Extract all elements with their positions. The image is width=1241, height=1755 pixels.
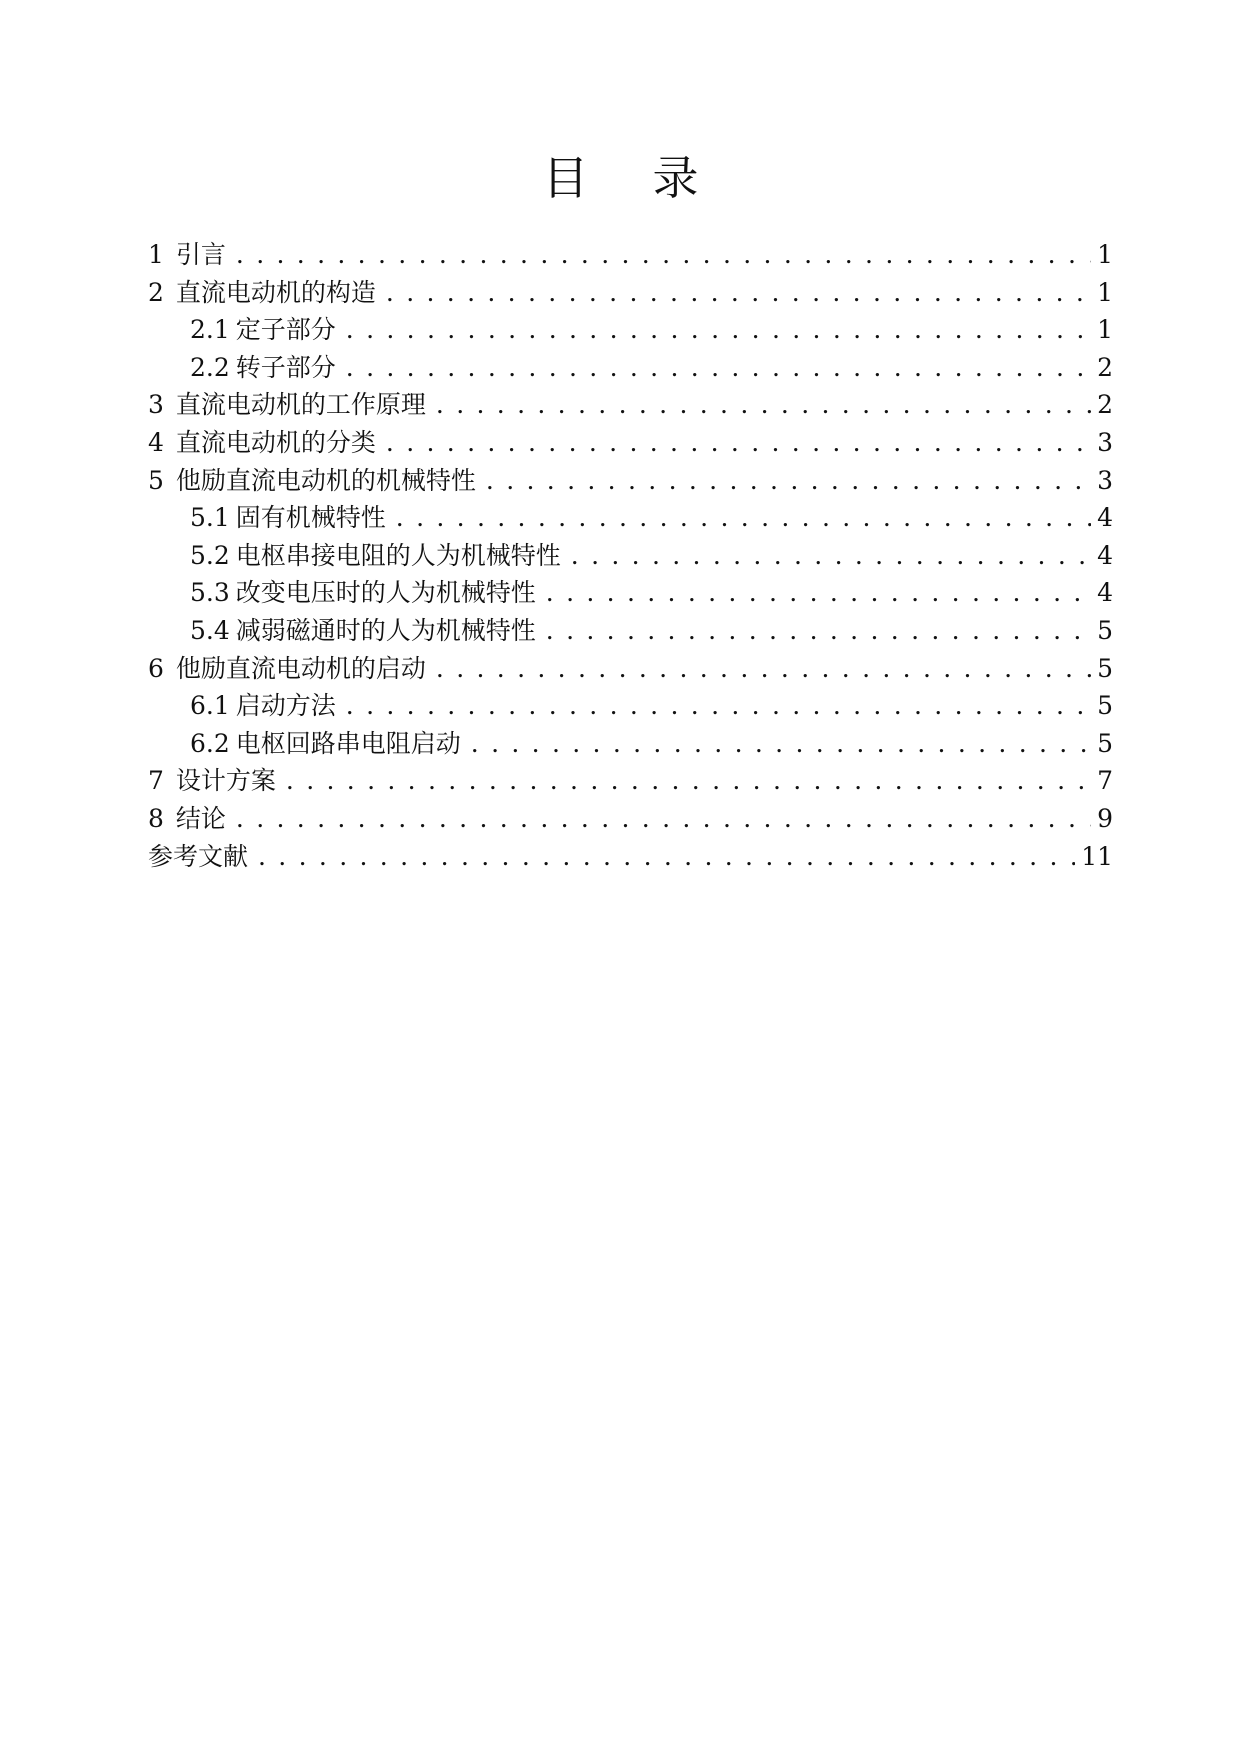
- toc-entry[interactable]: [148, 236, 1113, 274]
- toc-leader-dots: [386, 274, 1091, 312]
- toc-entry-text: 改变电压时的人为机械特性: [235, 578, 536, 608]
- toc-leader-dots: [346, 687, 1091, 725]
- toc-entry-page: 3: [1097, 465, 1113, 495]
- toc-entry-text: 直流电动机的构造: [175, 277, 376, 307]
- toc-entry-page: 5: [1097, 728, 1113, 758]
- toc-entry-page: 4: [1097, 503, 1113, 533]
- toc-entry-text: 固有机械特性: [235, 503, 386, 533]
- toc-entry-label: [190, 574, 536, 612]
- toc-entry-number: 5.4: [190, 615, 230, 645]
- toc-entry-label: [148, 386, 426, 424]
- toc-leader-dots: [571, 537, 1091, 575]
- toc-entry-text: 设计方案: [175, 766, 276, 796]
- toc-entry-page: 5: [1097, 615, 1113, 645]
- toc-entry-text: 转子部分: [235, 352, 336, 382]
- toc-title-char-1: 目: [542, 151, 589, 205]
- toc-entry-number: 2.1: [190, 315, 230, 345]
- toc-entry-label: [190, 725, 461, 763]
- toc-entry[interactable]: [148, 274, 1113, 312]
- toc-entry-label: [148, 800, 226, 838]
- toc-leader-dots: [346, 349, 1091, 387]
- toc-leader-dots: [236, 236, 1091, 274]
- toc-entry[interactable]: [148, 650, 1113, 688]
- toc-entry-label: [190, 311, 336, 349]
- toc-entry-label: [190, 612, 536, 650]
- toc-leader-dots: [546, 612, 1091, 650]
- toc-entry-number: 2.2: [190, 352, 230, 382]
- toc-entry-page: 5: [1097, 653, 1113, 683]
- toc-entry-text: 参考文献: [148, 841, 249, 871]
- toc-entry-page: 1: [1097, 240, 1113, 269]
- toc-entry-page: 5: [1097, 691, 1113, 721]
- toc-title-char-2: 录: [652, 151, 699, 205]
- toc-leader-dots: [546, 574, 1091, 612]
- toc-entry-page: 11: [1081, 841, 1113, 871]
- toc-entry[interactable]: [148, 800, 1113, 838]
- toc-entry-label: [190, 537, 561, 575]
- toc-entry-label: [148, 462, 476, 500]
- toc-entry-page: 1: [1097, 315, 1113, 345]
- toc-entry-page: 7: [1097, 766, 1113, 796]
- toc-leader-dots: [396, 499, 1091, 537]
- toc-entry-page: 2: [1097, 390, 1113, 420]
- toc-entry-number: 4: [148, 427, 164, 457]
- toc-entry-number: 1: [148, 240, 164, 269]
- toc-entry-number: 5.2: [190, 540, 230, 570]
- toc-leader-dots: [346, 311, 1091, 349]
- toc-entry[interactable]: [148, 349, 1113, 387]
- toc-entry[interactable]: [148, 499, 1113, 537]
- toc-entry-number: 8: [148, 803, 164, 833]
- toc-entry-text: 直流电动机的分类: [175, 427, 376, 457]
- toc-entry-page: 1: [1097, 277, 1113, 307]
- toc-leader-dots: [486, 462, 1091, 500]
- toc-entry-number: 5.3: [190, 578, 230, 608]
- toc-entry-number: 5: [148, 465, 164, 495]
- toc-title: [0, 148, 1241, 208]
- toc-entry-label: [190, 687, 336, 725]
- toc-entry[interactable]: [148, 612, 1113, 650]
- toc-entry-number: 6.1: [190, 691, 230, 721]
- toc-entry[interactable]: [148, 687, 1113, 725]
- toc-entry-page: 4: [1097, 540, 1113, 570]
- toc-entry-number: 5.1: [190, 503, 230, 533]
- toc-leader-dots: [436, 650, 1091, 688]
- toc-entry-label: [148, 424, 376, 462]
- toc-entry-page: 3: [1097, 427, 1113, 457]
- toc-entry-text: 电枢串接电阻的人为机械特性: [235, 540, 561, 570]
- toc-entry-text: 减弱磁通时的人为机械特性: [235, 615, 536, 645]
- toc-entry-label: [190, 349, 336, 387]
- toc-entry[interactable]: [148, 838, 1113, 876]
- toc-entry-text: 他励直流电动机的启动: [175, 653, 426, 683]
- toc-entry[interactable]: [148, 537, 1113, 575]
- toc-entry-label: [148, 762, 276, 800]
- toc-entry[interactable]: [148, 762, 1113, 800]
- toc-entry-page: 2: [1097, 352, 1113, 382]
- toc-entry-label: [148, 838, 248, 876]
- toc-entry-text: 启动方法: [235, 691, 336, 721]
- toc-entry-number: 3: [148, 390, 164, 420]
- toc-leader-dots: [436, 386, 1091, 424]
- toc-entry-number: 7: [148, 766, 164, 796]
- toc-entry-text: 结论: [175, 803, 226, 833]
- toc-list: [148, 236, 1113, 875]
- toc-leader-dots: [236, 800, 1091, 838]
- toc-entry-number: 2: [148, 277, 164, 307]
- toc-entry-text: 直流电动机的工作原理: [175, 390, 426, 420]
- toc-entry-text: 电枢回路串电阻启动: [235, 728, 461, 758]
- toc-entry-label: [190, 499, 386, 537]
- toc-entry-page: 4: [1097, 578, 1113, 608]
- toc-entry-label: [148, 236, 226, 274]
- toc-entry[interactable]: [148, 311, 1113, 349]
- toc-entry[interactable]: [148, 574, 1113, 612]
- toc-leader-dots: [286, 762, 1091, 800]
- toc-entry-text: 定子部分: [235, 315, 336, 345]
- toc-entry[interactable]: [148, 386, 1113, 424]
- toc-entry[interactable]: [148, 725, 1113, 763]
- toc-entry[interactable]: [148, 462, 1113, 500]
- toc-entry-label: [148, 274, 376, 312]
- toc-entry-number: 6: [148, 653, 164, 683]
- toc-entry-number: 6.2: [190, 728, 230, 758]
- toc-entry[interactable]: [148, 424, 1113, 462]
- toc-entry-page: 9: [1097, 803, 1113, 833]
- toc-entry-text: 引言: [175, 240, 226, 269]
- toc-leader-dots: [258, 838, 1075, 876]
- toc-entry-text: 他励直流电动机的机械特性: [175, 465, 476, 495]
- toc-leader-dots: [386, 424, 1091, 462]
- toc-leader-dots: [471, 725, 1091, 763]
- toc-entry-label: [148, 650, 426, 688]
